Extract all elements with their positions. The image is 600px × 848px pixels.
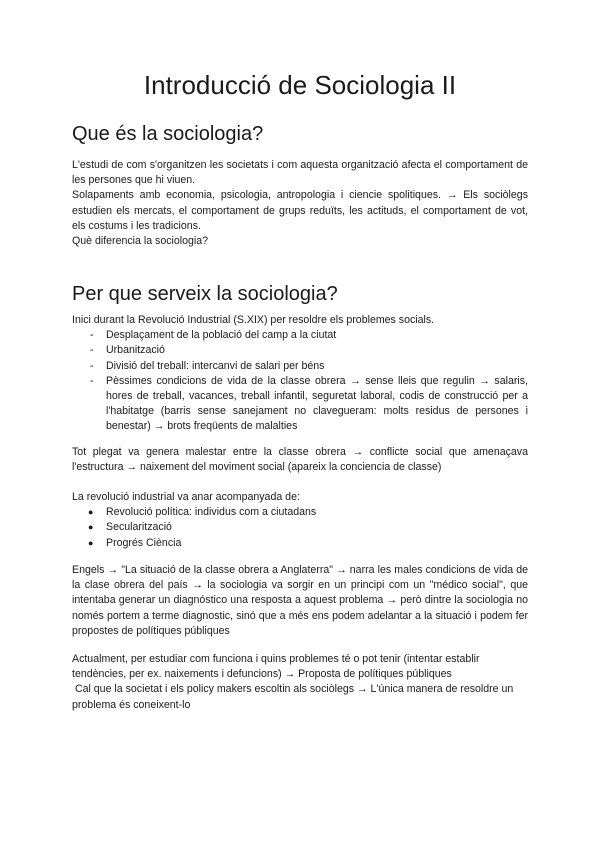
bullet-marker: ● — [88, 537, 94, 548]
industrial-accompaniments — [72, 490, 528, 551]
section-purpose-intro — [72, 313, 528, 435]
dash-marker: - — [90, 359, 94, 372]
dash-list-item: - Pèssimes condicions de vida de la classe obrera → sense lleis que regulin → salaris, hores de treball, vacances, treball infantil, seguretat laboral, codis de construcció per a l'habitatge (barris sense sanejament no clavegueram: molts residus de persones i benestar) → brots freqüents de malalties — [90, 374, 528, 433]
dash-list-item: - Divisió del treball: intercanvi de salari per béns — [72, 359, 528, 374]
bullet-list-item: ● Revolució política: individus com a ciutadans — [72, 505, 528, 520]
engels-paragraph: Engels → "La situació de la classe obrera a Anglaterra" → narra les males condicions de vida de la clase obrera del país → la sociologia va sorgir en un principi com un "médico social", que intentaba generar un diagnóstico una resposta a aquest problema → però dintre la sociologia no només portem a terme diagnostic, sinó que a més ens podem adelantar a la situació i podem fer propostes de polítiques públiques — [72, 564, 528, 637]
bullet-list-item: ● Progrés Ciència — [72, 536, 528, 551]
dash-list-item: - Desplaçament de la població del camp a la ciutat — [72, 328, 528, 343]
current-situation — [72, 652, 528, 713]
current-situation-paragraph: Actualment, per estudiar com funciona i quins problemes té o pot tenir (intentar establir tendències, per ex. naixements i defuncions) → Proposta de polítiques públiques — [72, 653, 480, 681]
industrial-accompaniments-intro: La revolució industrial va anar acompanyada de: — [72, 491, 300, 503]
bullet-list — [72, 505, 528, 551]
question-paragraph: Què diferencia la sociologia? — [72, 235, 209, 248]
policy-makers-paragraph: Cal que la societat i els policy makers escoltin als sociòlegs → L'única manera de resoldre un problema és coneixent-lo — [72, 683, 517, 711]
industrial-revolution-intro: Inici durant la Revolució Industrial (S.XIX) per resoldre els problemes socials. — [72, 314, 435, 326]
document-title: Introducció de Sociologia II — [143, 70, 457, 100]
bullet-list-item: ● Secularització — [72, 520, 528, 535]
section-heading-purpose: Per que serveix la sociologia? — [72, 283, 338, 305]
section-what-is-body — [72, 158, 528, 249]
bullet-marker: ● — [88, 507, 94, 518]
section-heading-what-is: Que és la sociologia? — [72, 123, 264, 145]
definition-paragraph: L'estudi de com s'organitzen les societats i com aquesta organització afecta el comportament de les persones que hi viuen. — [72, 159, 528, 187]
bullet-marker: ● — [88, 522, 94, 533]
overlaps-paragraph: Solapaments amb economia, psicologia, antropologia i ciencie spolitiques. → Els sociòlegs estudien els mercats, el comportament de grups reduïts, les actituds, el comportament de vot, els costums i les tradicions. — [72, 189, 528, 232]
dash-marker: - — [90, 374, 94, 387]
dash-marker: - — [90, 344, 94, 357]
dash-list — [72, 328, 528, 434]
dash-list-item: - Urbanització — [72, 343, 528, 358]
conflict-paragraph: Tot plegat va genera malestar entre la classe obrera → conflicte social que amenaçava l'estructura → naixement del moviment social (apareix la conciencia de classe) — [72, 446, 528, 474]
dash-marker: - — [90, 329, 94, 342]
